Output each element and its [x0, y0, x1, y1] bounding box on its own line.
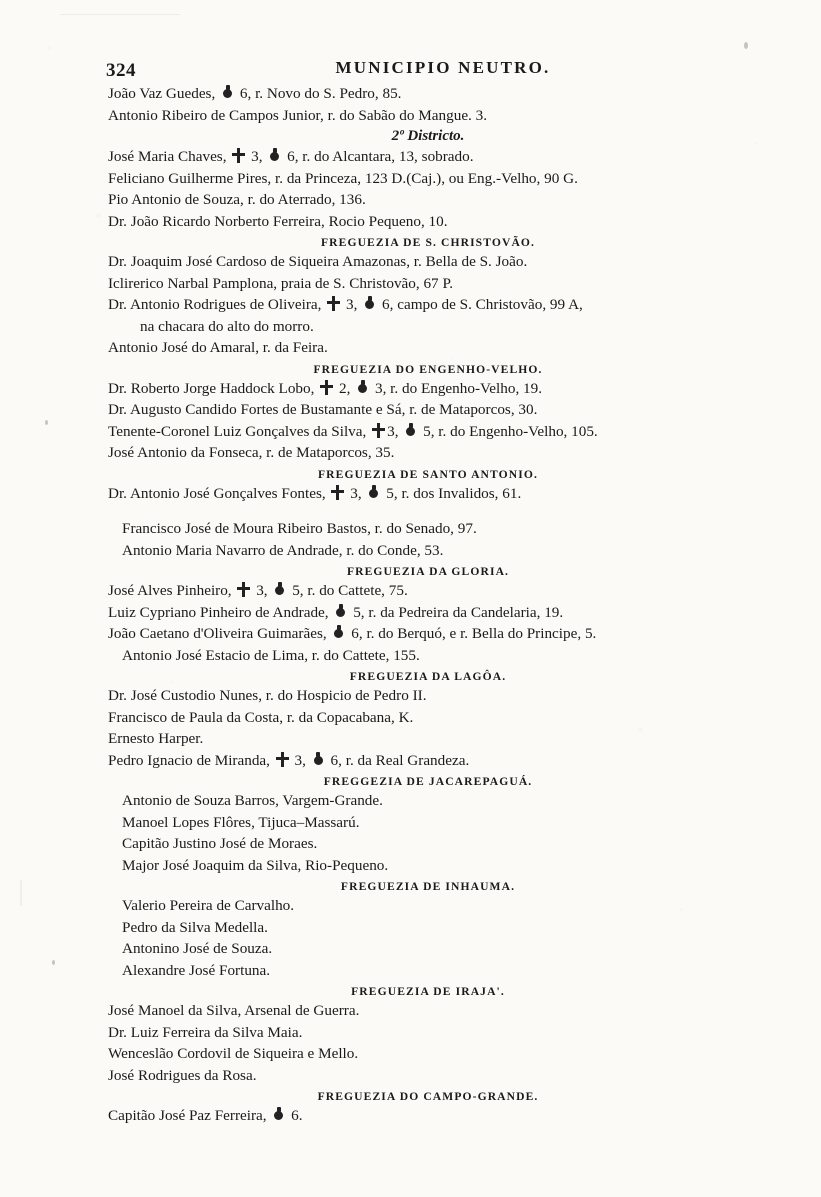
directory-entry: Tenente-Coronel Luiz Gonçalves da Silva, 3, 5, r. do Engenho-Velho, 105. [108, 422, 598, 440]
page-content [108, 50, 748, 1128]
parish-section-heading: FREGUEZIA DO CAMPO-GRANDE. [317, 1090, 539, 1103]
directory-entry: Feliciano Guilherme Pires, r. da Princeza, 123 D.(Caj.), ou Eng.-Velho, 90 G. [108, 169, 578, 187]
order-cross-icon [371, 423, 386, 438]
order-medal-icon [267, 148, 282, 163]
directory-entry: Antonio de Souza Barros, Vargem-Grande. [122, 792, 383, 809]
directory-entries [108, 84, 748, 1127]
directory-entry: Dr. João Ricardo Norberto Ferreira, Rocio Pequeno, 10. [108, 212, 448, 230]
directory-entry: Wenceslão Cordovil de Siqueira e Mello. [108, 1045, 359, 1062]
order-medal-icon [311, 752, 326, 767]
directory-entry: Alexandre José Fortuna. [122, 961, 271, 979]
parish-section-heading: FREGUEZIA DA GLORIA. [346, 565, 510, 578]
directory-entry: José Alves Pinheiro, 3, 5, r. do Cattete, 75. [108, 582, 408, 599]
directory-entry: Pedro da Silva Medella. [122, 918, 268, 936]
order-cross-icon [326, 296, 341, 311]
directory-entry: Francisco de Paula da Costa, r. da Copacabana, K. [108, 708, 414, 726]
directory-entry: José Manoel da Silva, Arsenal de Guerra. [108, 1002, 360, 1019]
ink-blot [52, 960, 55, 965]
parish-section-heading: FREGUEZIA DE SANTO ANTONIO. [318, 467, 538, 481]
page-header [108, 50, 748, 84]
directory-entry: José Rodrigues da Rosa. [108, 1066, 257, 1084]
parish-section-heading: FREGUEZIA DE IRAJA'. [351, 985, 505, 998]
vertical-spacer [108, 505, 748, 519]
ink-blot [45, 420, 48, 425]
directory-entry: Antonio Maria Navarro de Andrade, r. do Conde, 53. [122, 541, 444, 559]
directory-entry: Dr. Joaquim José Cardoso de Siqueira Amazonas, r. Bella de S. João. [108, 253, 528, 270]
directory-entry: Dr. José Custodio Nunes, r. do Hospicio de Pedro II. [108, 687, 427, 704]
district-subheading: 2º Districto. [391, 128, 465, 144]
directory-entry: Dr. Antonio José Gonçalves Fontes, 3, 5, r. dos Invalidos, 61. [108, 484, 522, 502]
directory-entry: Antonio José Estacio de Lima, r. do Cattete, 155. [122, 646, 420, 664]
directory-entry: Capitão Justino José de Moraes. [122, 835, 318, 852]
directory-entry: João Vaz Guedes, 6, r. Novo do S. Pedro, 85. [108, 85, 402, 102]
parish-section-heading: FREGUEZIA DO ENGENHO-VELHO. [313, 362, 543, 376]
directory-entry: Dr. Roberto Jorge Haddock Lobo, 2, 3, r. do Engenho-Velho, 19. [108, 379, 543, 397]
directory-entry: Capitão José Paz Ferreira, 6. [108, 1107, 303, 1124]
page-edge-mark [60, 14, 180, 15]
directory-entry: na chacara do alto do morro. [140, 317, 314, 335]
directory-entry: Ernesto Harper. [108, 730, 204, 747]
directory-entry: José Antonio da Fonseca, r. de Mataporcos, 35. [108, 444, 395, 461]
directory-entry: Pio Antonio de Souza, r. do Aterrado, 136. [108, 191, 366, 208]
order-medal-icon [362, 296, 377, 311]
order-cross-icon [275, 752, 290, 767]
order-cross-icon [236, 582, 251, 597]
order-medal-icon [333, 604, 348, 619]
order-medal-icon [366, 485, 381, 500]
directory-entry: Valerio Pereira de Carvalho. [122, 897, 295, 914]
directory-entry: Francisco José de Moura Ribeiro Bastos, r. do Senado, 97. [122, 520, 477, 537]
parish-section-heading: FREGGEZIA DE JACAREPAGUÁ. [323, 775, 533, 788]
parish-section-heading: FREGUEZIA DE INHAUMA. [340, 880, 516, 893]
directory-entry: Pedro Ignacio de Miranda, 3, 6, r. da Real Grandeza. [108, 751, 470, 769]
running-head: MUNICIPIO NEUTRO. [335, 58, 551, 77]
directory-entry: Iclirerico Narbal Pamplona, praia de S. Christovão, 67 P. [108, 274, 454, 292]
order-cross-icon [330, 485, 345, 500]
order-medal-icon [403, 423, 418, 438]
order-cross-icon [319, 380, 334, 395]
order-medal-icon [272, 582, 287, 597]
directory-entry: Dr. Luiz Ferreira da Silva Maia. [108, 1023, 303, 1041]
directory-entry: Major José Joaquim da Silva, Rio-Pequeno. [122, 856, 389, 874]
directory-entry: Antonio José do Amaral, r. da Feira. [108, 339, 328, 356]
parish-section-heading: FREGUEZIA DE S. CHRISTOVÃO. [320, 236, 536, 249]
parish-section-heading: FREGUEZIA DA LAGÔA. [349, 670, 507, 683]
ink-blot [744, 42, 748, 49]
order-cross-icon [231, 148, 246, 163]
page-number: 324 [106, 60, 136, 81]
order-medal-icon [355, 380, 370, 395]
order-medal-icon [220, 85, 235, 100]
directory-entry: Luiz Cypriano Pinheiro de Andrade, 5, r. da Pedreira da Candelaria, 19. [108, 603, 564, 621]
directory-entry: José Maria Chaves, 3, 6, r. do Alcantara, 13, sobrado. [108, 148, 474, 165]
directory-entry: Antonio Ribeiro de Campos Junior, r. do Sabão do Mangue. 3. [108, 106, 488, 124]
directory-entry: João Caetano d'Oliveira Guimarães, 6, r. do Berquó, e r. Bella do Principe, 5. [108, 625, 597, 642]
page-edge-mark [20, 880, 22, 906]
order-medal-icon [331, 625, 346, 640]
directory-entry: Manoel Lopes Flôres, Tijuca–Massarú. [122, 813, 360, 831]
order-medal-icon [271, 1107, 286, 1122]
directory-entry: Dr. Antonio Rodrigues de Oliveira, 3, 6, campo de S. Christovão, 99 A, [108, 296, 583, 313]
directory-entry: Dr. Augusto Candido Fortes de Bustamante e Sá, r. de Mataporcos, 30. [108, 401, 538, 418]
directory-entry: Antonino José de Souza. [122, 940, 273, 957]
